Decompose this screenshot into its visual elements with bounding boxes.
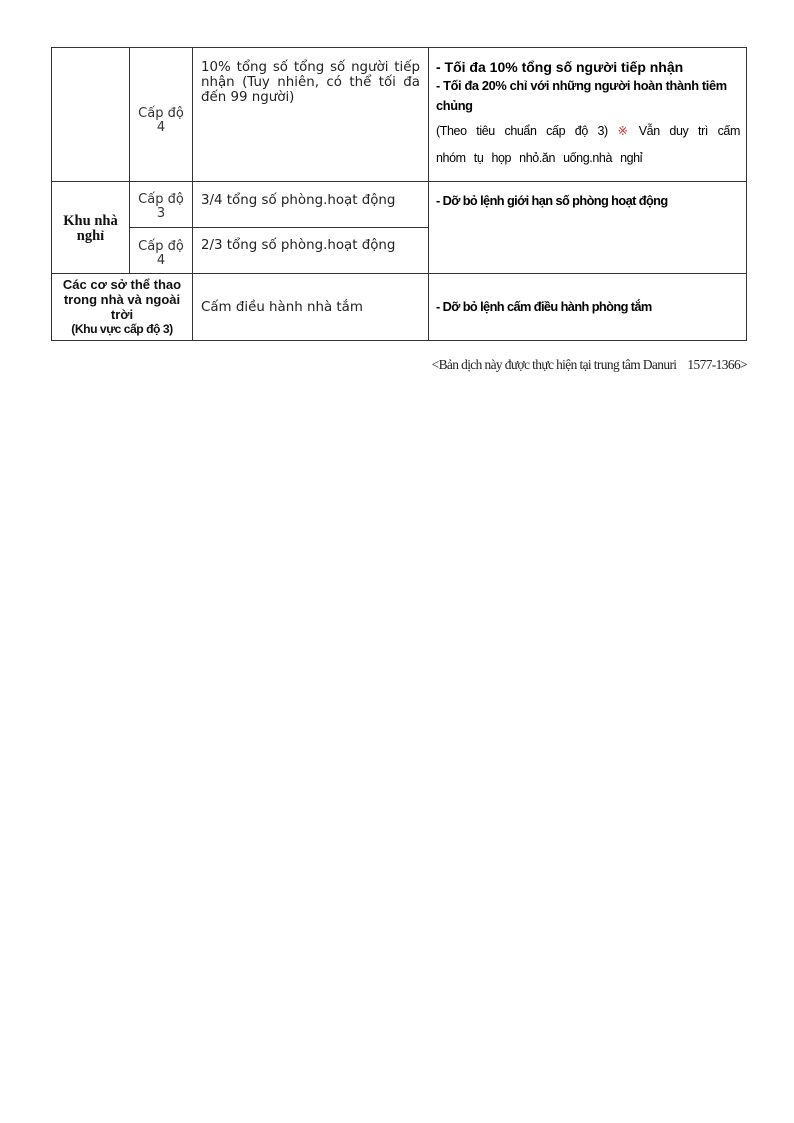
- level-label: Cấp độ: [138, 191, 184, 207]
- restriction-cell: [193, 48, 429, 182]
- adjustment-cell: [429, 274, 747, 341]
- level-cell: [130, 182, 193, 228]
- level-number: 4: [156, 119, 166, 135]
- level-label: Cấp độ: [138, 238, 184, 254]
- category-line: trong nhà và ngoài: [63, 292, 181, 307]
- restriction-cell: [193, 274, 429, 341]
- restriction-text: 10% tổng số tổng số người tiếp nhận (Tuy nhiên, có thể tối đa đến 99 người): [201, 60, 420, 105]
- translation-credit: <Bản dịch này được thực hiện tại trung tâm Danuri 1577-1366>: [431, 357, 747, 372]
- category-line: nghỉ: [76, 227, 105, 244]
- regulation-table: [51, 47, 747, 341]
- level-number: 3: [156, 205, 166, 221]
- adjustment-cell: [429, 48, 747, 182]
- restriction-text: 3/4 tổng số phòng.hoạt động: [201, 193, 396, 208]
- restriction-text: Cấm điều hành nhà tắm: [201, 299, 363, 315]
- restriction-cell: [193, 182, 429, 228]
- category-cell: [52, 274, 193, 341]
- restriction-cell: [193, 228, 429, 274]
- level-cell: [130, 48, 193, 182]
- table-row: [52, 274, 747, 341]
- adjustment-line: - Dỡ bỏ lệnh cấm điều hành phòng tắm: [436, 299, 652, 314]
- category-line: trời: [110, 307, 134, 322]
- category-line: Khu nhà: [63, 212, 118, 229]
- level-number: 4: [156, 252, 166, 268]
- adjustment-line: - Tối đa 20% chỉ với những người hoàn thành tiêm chủng: [436, 78, 727, 113]
- note-prefix: (Theo tiêu chuẩn cấp độ 3): [436, 124, 608, 138]
- category-cell: [52, 182, 130, 274]
- note-text: Vẫn duy trì cấm nhóm tụ họp nhỏ.ăn uống.nhà nghỉ: [436, 124, 740, 165]
- level-label: Cấp độ: [138, 105, 184, 121]
- category-sub: (Khu vực cấp độ 3): [71, 322, 173, 336]
- adjustment-note: [436, 118, 740, 172]
- adjustment-cell: [429, 182, 747, 274]
- adjustment-line: - Tối đa 10% tổng số người tiếp nhận: [436, 59, 684, 75]
- reference-mark-icon: ※: [617, 124, 630, 138]
- restriction-text: 2/3 tổng số phòng.hoạt động: [201, 238, 396, 253]
- table-row: [52, 48, 747, 182]
- table-row: [52, 182, 747, 228]
- category-cell-empty: [52, 48, 130, 182]
- adjustment-line: - Dỡ bỏ lệnh giới hạn số phòng hoạt động: [436, 193, 668, 208]
- level-cell: [130, 228, 193, 274]
- category-line: Các cơ sở thể thao: [62, 277, 182, 292]
